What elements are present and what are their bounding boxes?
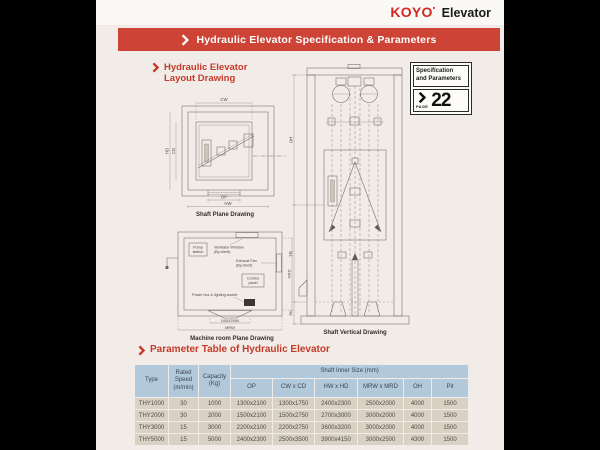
table-cell: 3900x4150 (315, 434, 358, 446)
machine-room-equipment (189, 239, 276, 306)
table-cell: 2200x2100 (231, 422, 273, 434)
table-cell: 4000 (404, 422, 432, 434)
table-cell: 2500x3500 (273, 434, 315, 446)
table-cell: THY5000 (135, 434, 169, 446)
exhaust-fan-label-line1: Exhaust Fan (236, 259, 257, 264)
table-cell: 30 (169, 410, 199, 422)
logo-koyo-text: KOYO (390, 4, 433, 20)
chevron-right-icon (181, 34, 189, 46)
top-band (96, 0, 504, 26)
col-header-shaft-group: Shaft Inner Size (mm) (231, 365, 469, 379)
dim-label-pit: Pit (288, 310, 294, 316)
shaft-vertical-walls (299, 65, 409, 325)
table-cell: 1000 (199, 398, 231, 410)
chevron-right-icon (152, 62, 159, 73)
shaft-vertical-drawing (286, 64, 424, 336)
layout-title-line1: Hydraulic Elevator (164, 62, 248, 73)
page-number: 22 (431, 89, 451, 111)
machine-room-caption: Machine room Plane Drawing (190, 336, 274, 342)
title-banner (118, 28, 500, 51)
table-cell: 1500 (432, 410, 469, 422)
table-cell: 1500x2100 (231, 410, 273, 422)
table-cell: THY2000 (135, 410, 169, 422)
table-section-title (138, 344, 330, 356)
shaft-vertical-dimensions (286, 75, 325, 324)
table-cell: 3600x3200 (315, 422, 358, 434)
dim-label-op: OP (220, 194, 228, 200)
shaft-vertical-svg (286, 64, 424, 328)
table-cell: 30 (169, 398, 199, 410)
dim-label-1000-2000: 1000/2000 (220, 317, 240, 323)
pump-station-label-line2: station (192, 250, 204, 255)
dim-label-tr: TR (288, 251, 294, 257)
table-cell: 3000x2500 (358, 434, 404, 446)
shaft-plane-car (196, 122, 286, 180)
ventilator-label-line2: (By client) (214, 250, 231, 254)
col-header-mrwmrd: MRW x MRD (358, 379, 404, 398)
table-cell: 1300x2100 (231, 398, 273, 410)
pump-station-label-line1: Pump (193, 245, 203, 250)
table-cell: THY3000 (135, 422, 169, 434)
col-header-speed: Rated Speed (m/min) (169, 365, 199, 398)
control-panel-label-line1: Control (247, 276, 259, 281)
logo-trademark-dot: • (432, 5, 436, 13)
layout-title-line2: Layout Drawing (164, 73, 236, 85)
table-cell: 5000 (199, 434, 231, 446)
table-cell: 1500 (432, 422, 469, 434)
dim-label-mrd: MRD (286, 269, 292, 279)
table-cell: THY1000 (135, 398, 169, 410)
table-cell: 2400x2300 (231, 434, 273, 446)
col-header-pit: Pit (432, 379, 469, 398)
table-section-title-text: Parameter Table of Hydraulic Elevator (150, 344, 330, 355)
chevron-right-icon (138, 345, 145, 356)
dim-label-hd: HD (164, 147, 170, 155)
table-cell: 2000 (199, 410, 231, 422)
table-cell: 2200x2750 (273, 422, 315, 434)
table-body (135, 398, 469, 446)
shaft-plane-drawing (162, 96, 288, 218)
col-header-type: Type (135, 365, 169, 398)
shaft-plane-svg (162, 96, 288, 210)
table-cell: 2700x3000 (315, 410, 358, 422)
table-cell: 1500 (432, 398, 469, 410)
shaft-vertical-mechanism (315, 77, 394, 316)
ventilator-label-line1: Ventilator Window (214, 245, 244, 250)
dim-label-hw: HW (224, 201, 232, 207)
spec-label-line1: Specification (416, 68, 454, 74)
table-row (135, 410, 469, 422)
spec-label-line2: and Parameters (416, 75, 462, 82)
table-cell: 3000x2000 (358, 422, 404, 434)
table-row (135, 434, 469, 446)
dim-label-mrw: MRW (225, 324, 235, 330)
koyo-logo (390, 4, 491, 22)
table-cell: 4000 (404, 398, 432, 410)
table-row (135, 422, 469, 434)
col-header-hwhd: HW x HD (315, 379, 358, 398)
control-panel-label-line2: panel (248, 281, 258, 286)
table-cell: 15 (169, 434, 199, 446)
shaft-vertical-caption: Shaft Vertical Drawing (323, 330, 387, 336)
table-cell: 2400x2300 (315, 398, 358, 410)
shaft-plane-caption: Shaft Plane Drawing (195, 212, 254, 218)
table-cell: 2500x2000 (358, 398, 404, 410)
table-cell: 15 (169, 422, 199, 434)
col-header-op: OP (231, 379, 273, 398)
table-cell: 1500 (432, 434, 469, 446)
table-cell: 4300 (404, 434, 432, 446)
col-header-oh: OH (404, 379, 432, 398)
table-row (135, 398, 469, 410)
table-cell: 3000x2000 (358, 410, 404, 422)
logo-elevator-text: Elevator (441, 6, 491, 20)
table-cell: 1300x1750 (273, 398, 315, 410)
dim-label-oh: OH (288, 136, 294, 144)
machine-room-drawing (158, 226, 306, 342)
parameter-table (134, 364, 469, 446)
table-cell: 1500x2750 (273, 410, 315, 422)
table-cell: 3000 (199, 422, 231, 434)
col-header-capacity: Capacity (Kg) (199, 365, 231, 398)
table-cell: 4000 (404, 410, 432, 422)
machine-room-svg (158, 226, 306, 334)
banner-title: Hydraulic Elevator Specification & Parameters (196, 33, 437, 46)
col-header-cwcd: CW x CD (273, 379, 315, 398)
layout-section-title (152, 62, 247, 85)
exhaust-fan-label-line2: (By client) (236, 263, 253, 268)
catalog-page (96, 0, 504, 450)
power-box-label: Power box & lighting socket (192, 293, 238, 297)
dim-label-cw: CW (220, 97, 228, 102)
dim-label-cd: CD (171, 147, 176, 155)
page-label: PAGE (416, 103, 429, 109)
